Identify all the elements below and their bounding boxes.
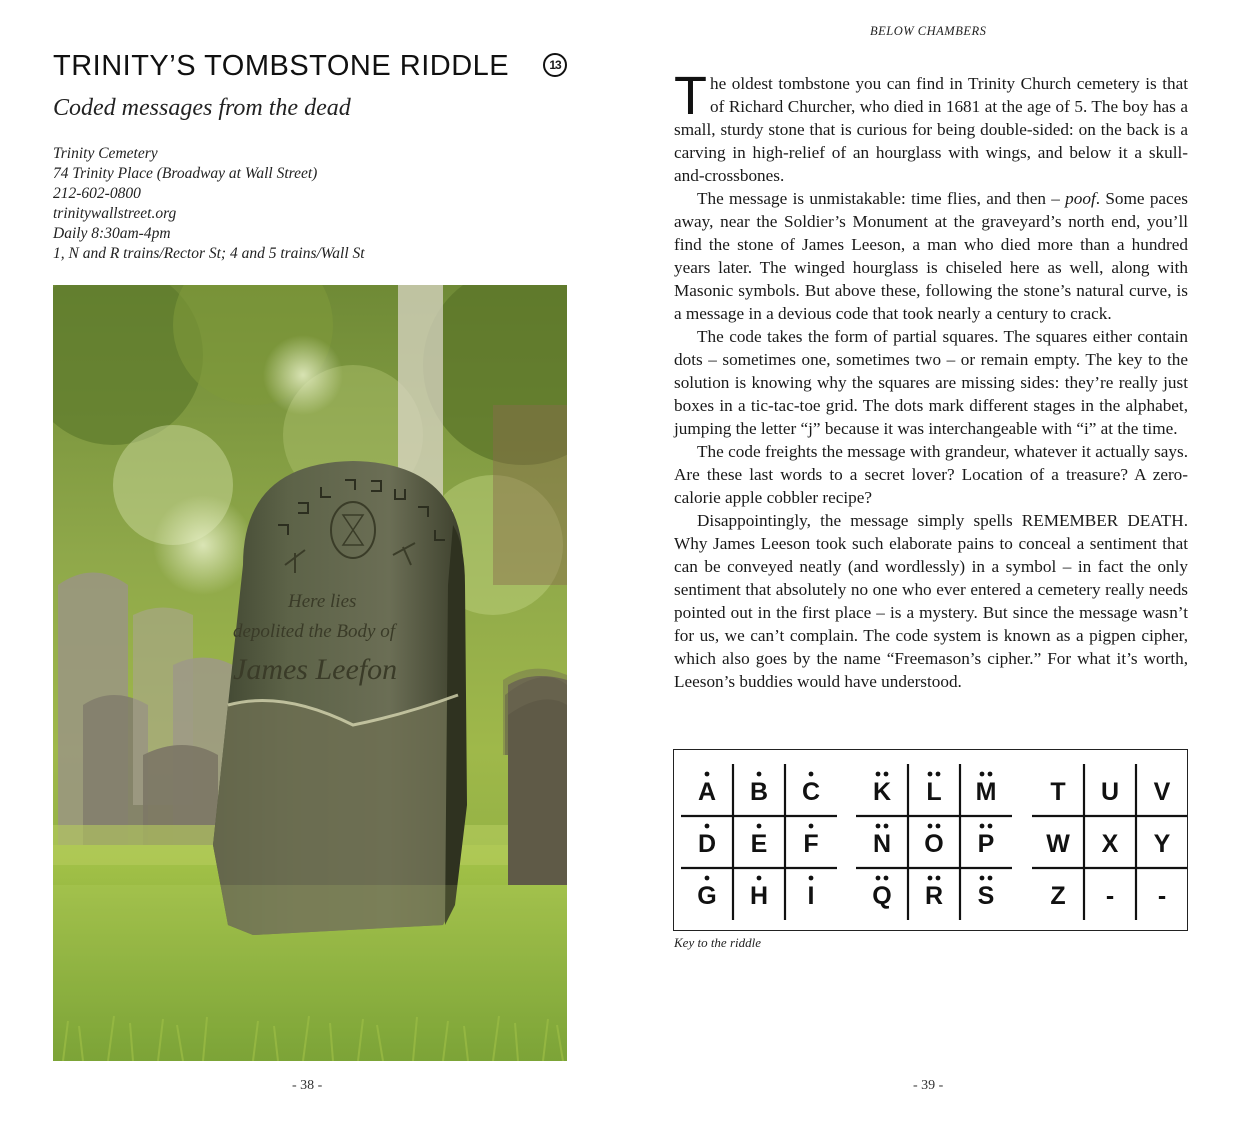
article-body — [674, 66, 1188, 693]
info-place-name: Trinity Cemetery — [53, 145, 158, 162]
cipher-letter: B — [749, 778, 769, 806]
cipher-dot — [876, 876, 881, 881]
cipher-dot — [936, 824, 941, 829]
paragraph-1: The oldest tombstone you can find in Trinity Church cemetery is that of Richard Churcher, who died in 1681 at the age of 5. The boy has a small, sturdy stone that is curious for being double-sided: on the back is a carving in high-relief of an hourglass with wings, and below it a skull-and-crossbones. — [674, 66, 1188, 185]
cipher-dot — [980, 876, 985, 881]
cipher-dot — [980, 824, 985, 829]
cipher-dot — [884, 772, 889, 777]
cipher-dot — [809, 876, 814, 881]
page-number-right: - 39 - — [913, 1078, 944, 1093]
cipher-letter: L — [926, 778, 942, 806]
info-phone: 212-602-0800 — [53, 185, 141, 202]
cipher-dot — [884, 876, 889, 881]
figure-caption: Key to the riddle — [674, 935, 762, 950]
engraving-line-1: Here lies — [288, 591, 357, 612]
cipher-dot — [705, 824, 710, 829]
page-number-left: - 38 - — [292, 1078, 323, 1093]
cipher-dot — [928, 876, 933, 881]
cipher-dot — [705, 876, 710, 881]
cipher-letter: N — [872, 830, 892, 858]
cipher-letter: A — [697, 778, 717, 806]
cipher-letter: D — [697, 830, 717, 858]
cipher-letter: U — [1100, 778, 1120, 806]
cipher-letter: Q — [872, 882, 892, 910]
paragraph-2: The message is unmistakable: time flies, and then – poof. Some paces away, near the Soldier’s Monument at the graveyard’s north end, you’ll find the stone of James Leeson, a man who died more than a hundred years later. The winged hourglass is chiseled here as well, along with Masonic symbols. But above these, following the stone’s natural curve, is a message in a devious code that took nearly a century to crack. — [674, 189, 1188, 323]
cipher-letter: V — [1153, 778, 1171, 806]
cipher-letter: Z — [1050, 882, 1066, 910]
cipher-letter: S — [977, 882, 995, 910]
cipher-dot — [884, 824, 889, 829]
cipher-dot — [876, 772, 881, 777]
running-head: BELOW CHAMBERS — [870, 24, 987, 38]
cipher-dot — [757, 772, 762, 777]
page-subtitle: Coded messages from the dead — [53, 95, 351, 121]
cipher-dot — [936, 876, 941, 881]
cipher-letter: - — [1105, 882, 1115, 910]
cipher-dot — [936, 772, 941, 777]
cipher-dot — [928, 772, 933, 777]
info-transit: 1, N and R trains/Rector St; 4 and 5 trains/Wall St — [53, 245, 365, 262]
cipher-dot — [988, 772, 993, 777]
cipher-letter: T — [1050, 778, 1066, 806]
cipher-letter: H — [749, 882, 769, 910]
cipher-dot — [988, 824, 993, 829]
cipher-letter: P — [977, 830, 995, 858]
cipher-letter: R — [924, 882, 944, 910]
cipher-letter: K — [872, 778, 892, 806]
cipher-dot — [809, 824, 814, 829]
cipher-grids — [674, 750, 1187, 930]
cipher-letter: E — [750, 830, 768, 858]
cipher-letter: G — [697, 882, 717, 910]
cipher-letter: - — [1157, 882, 1167, 910]
page-title: TRINITY’S TOMBSTONE RIDDLE — [53, 50, 510, 82]
cipher-dot — [876, 824, 881, 829]
info-hours: Daily 8:30am-4pm — [53, 225, 171, 242]
cipher-dot — [705, 772, 710, 777]
cipher-dot — [988, 876, 993, 881]
info-website: trinitywallstreet.org — [53, 205, 177, 222]
cipher-letter: Y — [1153, 830, 1171, 858]
cipher-dot — [757, 876, 762, 881]
engraving-line-2: depolited the Body of — [233, 621, 395, 642]
entry-number-badge: 13 — [543, 53, 567, 77]
drop-cap: T — [674, 66, 707, 126]
cipher-letter: I — [807, 882, 815, 910]
cipher-dot — [928, 824, 933, 829]
paragraph-5: Disappointingly, the message simply spells REMEMBER DEATH. Why James Leeson took such elaborate pains to conceal a sentiment that can be conveyed neatly (and wordlessly) in a symbol – in fact the only sentiment that absolutely no one who ever entered a cemetery really needs pointed out in the first place – is a mystery. But since the message wasn’t for us, we can’t complain. The code system is known as a pigpen cipher, which also goes by the name “Freemason’s cipher.” For what it’s worth, Leeson’s buddies would have understood. — [674, 511, 1188, 691]
pigpen-cipher-key — [673, 749, 1188, 931]
cipher-letter: M — [975, 778, 997, 806]
cipher-dot — [809, 772, 814, 777]
cipher-letter: F — [803, 830, 819, 858]
info-address: 74 Trinity Place (Broadway at Wall Street) — [53, 165, 318, 182]
location-info — [53, 144, 365, 264]
tombstone-photo — [53, 285, 567, 1061]
cipher-letter: W — [1046, 830, 1070, 858]
cipher-dot — [757, 824, 762, 829]
engraving-line-3: James Leefon — [233, 653, 398, 686]
cipher-letter: O — [924, 830, 944, 858]
cipher-letter: C — [801, 778, 821, 806]
cipher-letter: X — [1101, 830, 1119, 858]
paragraph-4: The code freights the message with grandeur, whatever it actually says. Are these last words to a secret lover? Location of a treasure? A zero-calorie apple cobbler recipe? — [674, 442, 1188, 507]
paragraph-3: The code takes the form of partial squares. The squares either contain dots – sometimes one, sometimes two – or remain empty. The key to the solution is knowing why the squares are missing sides: they’re really just boxes in a tic-tac-toe grid. The dots mark different stages in the alphabet, jumping the letter “j” because it was interchangeable with “i” at the time. — [674, 327, 1188, 438]
cipher-dot — [980, 772, 985, 777]
